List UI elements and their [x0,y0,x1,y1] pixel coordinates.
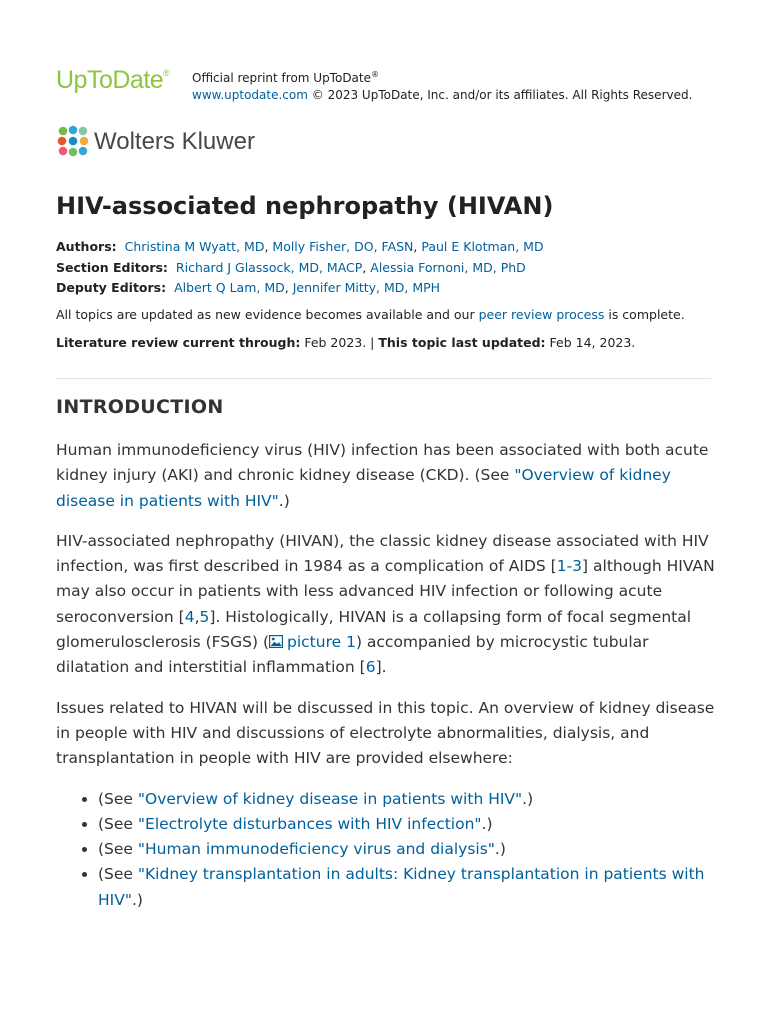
paragraph: Issues related to HIVAN will be discussed in this topic. An overview of kidney disease in people with HIV and discussions of electrolyte abnormalities, dialysis, and transplantation in people with HIV are provided elsewhere: [56,698,715,768]
see-suffix: .) [522,789,534,808]
page-title: HIV-associated nephropathy (HIVAN) [56,192,554,220]
article-contributors [56,237,544,299]
paragraph-text: Human immunodeficiency virus (HIV) infection has been associated with both acute kidney injury (AKI) and chronic kidney disease (CKD). (See [56,441,709,485]
section-editor-link[interactable]: Alessia Fornoni, MD, PhD [370,259,526,275]
paragraph-text: ) accompanied by microcystic tubular dilatation and interstitial inflammation [ [56,633,649,677]
deputy-editor-link[interactable]: Jennifer Mitty, MD, MPH [292,280,441,295]
paragraph [56,438,716,514]
authors-label: Authors: [56,239,117,254]
review-dates [56,334,635,352]
wolters-kluwer-mark-icon [56,124,90,158]
list-item [98,812,716,837]
authors-row: Authors: Christina M Wyatt, MD, Molly Fisher, DO, FASN, Paul E Klotman, MD [56,239,544,254]
reprint-info [192,66,692,104]
uptodate-logo[interactable] [56,66,169,95]
topic-link[interactable]: "Overview of kidney disease in patients with HIV" [137,789,523,808]
deputy-editor-link[interactable]: Albert Q Lam, MD [174,280,285,295]
update-note-end: is complete. [604,307,685,322]
reference-link[interactable]: 6 [365,658,376,677]
see-prefix: (See [98,865,138,884]
reference-link[interactable]: 1-3 [556,557,583,576]
paragraph-text: ]. [375,658,387,677]
list-item [98,787,716,812]
copyright-text: © 2023 UpToDate, Inc. and/or its affiliates. All Rights Reserved. [307,88,693,102]
see-prefix: (See [98,840,138,859]
paragraph-text: , [194,607,200,626]
lit-review-value: Feb 2023. | [300,335,379,350]
see-suffix: .) [131,890,143,909]
divider [56,378,711,379]
reference-link[interactable]: 5 [199,607,210,626]
paragraph-text: ] although HIVAN may also occur in patients with less advanced HIV infection or following acute seroconversion [ [56,557,715,626]
image-icon [269,635,283,648]
author-link[interactable]: Molly Fisher, DO, FASN [272,239,414,254]
last-updated-value: Feb 14, 2023. [545,335,636,350]
peer-review-link[interactable]: peer review process [478,307,605,322]
topic-link[interactable]: "Human immunodeficiency virus and dialysis" [137,840,495,859]
see-prefix: (See [98,789,138,808]
lit-review-label: Literature review current through: [56,335,301,350]
list-item [98,862,716,913]
see-suffix: .) [494,840,506,859]
topic-link[interactable]: "Overview of kidney disease in patients with HIV" [56,466,671,510]
reprint-header [56,64,716,104]
section-editors-row: Section Editors: Richard J Glassock, MD, MACP, Alessia Fornoni, MD, PhD [56,259,526,275]
uptodate-site-link[interactable]: www.uptodate.com [192,88,308,102]
paragraph-text: .) [278,491,290,510]
section-heading-introduction: INTRODUCTION [56,396,224,418]
see-prefix: (See [98,814,138,833]
update-note-text: All topics are updated as new evidence becomes available and our [56,307,479,322]
publisher-name: Wolters Kluwer [94,128,255,155]
section-editor-link[interactable]: Richard J Glassock, MD, MACP [175,259,363,275]
reprint-line: Official reprint from UpToDate [192,71,371,85]
last-updated-label: This topic last updated: [378,335,546,350]
reference-link[interactable]: 4 [184,607,195,626]
author-link[interactable]: Paul E Klotman, MD [421,239,544,254]
introduction-body [56,438,716,913]
list-item [98,837,716,862]
deputy-editors-row: Deputy Editors: Albert Q Lam, MD, Jennifer Mitty, MD, MPH [56,280,441,295]
author-link[interactable]: Christina M Wyatt, MD [124,239,265,254]
paragraph-text: HIV-associated nephropathy (HIVAN), the classic kidney disease associated with HIV infection, was first described in 1984 as a complication of AIDS [ [56,531,709,576]
reprint-registered: ® [371,70,379,79]
section-editors-label: Section Editors: [56,259,168,275]
paragraph [56,529,716,681]
topic-link[interactable]: "Kidney transplantation in adults: Kidney transplantation in patients with HIV" [98,865,705,909]
related-topics-list [56,787,716,913]
logo-text: UpToDate [56,66,164,94]
topic-link[interactable]: "Electrolyte disturbances with HIV infection" [137,814,482,833]
picture-link[interactable] [269,633,356,651]
paragraph-text: ]. Histologically, HIVAN is a collapsing form of focal segmental glomerulosclerosis (FSGS) ( [56,607,692,652]
update-note [56,306,685,324]
picture-link-label: picture 1 [287,633,356,652]
logo-registered: ® [163,68,170,78]
deputy-editors-label: Deputy Editors: [56,280,167,295]
see-suffix: .) [481,814,493,833]
